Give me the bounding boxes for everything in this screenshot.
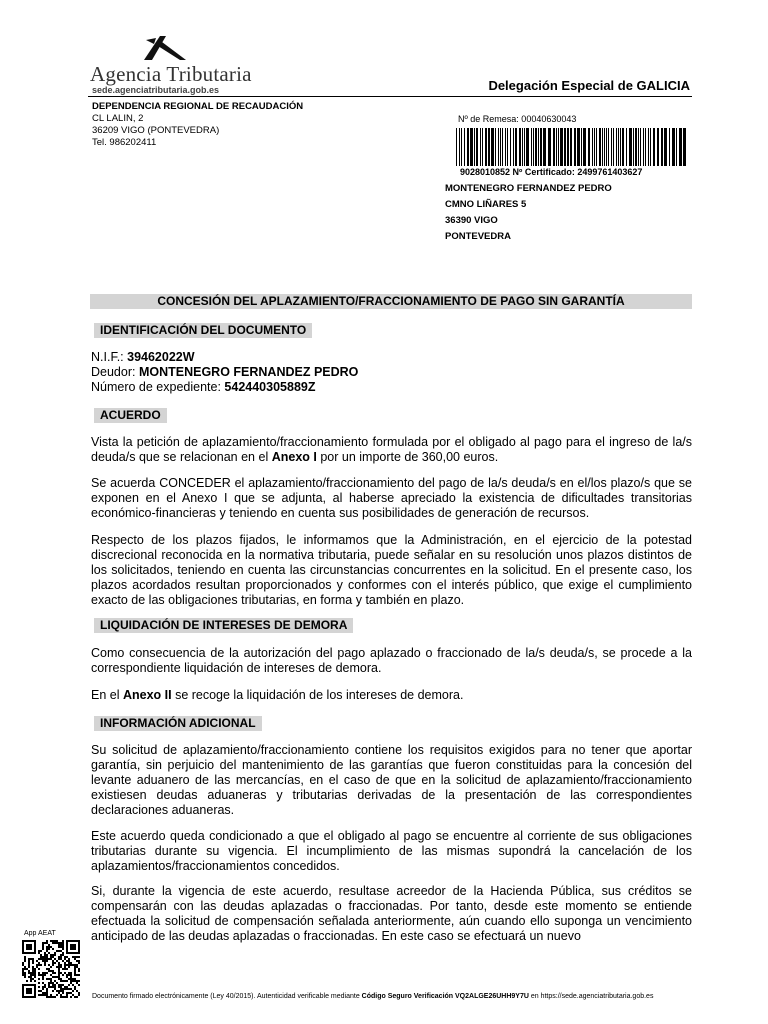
agency-emblem-icon bbox=[140, 32, 190, 62]
office-city: 36209 VIGO (PONTEVEDRA) bbox=[92, 125, 220, 136]
recipient-street: CMNO LIÑARES 5 bbox=[445, 199, 527, 210]
expediente-label: Número de expediente: bbox=[91, 380, 225, 394]
delegacion-title: Delegación Especial de GALICIA bbox=[488, 78, 690, 93]
qr-code-image bbox=[22, 940, 80, 998]
deudor-value: MONTENEGRO FERNANDEZ PEDRO bbox=[138, 365, 359, 379]
paragraph-plazos: Respecto de los plazos fijados, le informamos que la Administración, en el ejercicio de la potestad discrecional reconocida en la normativa tributaria, puede señalar en su resolución unos plazos distintos de los solicitados, teniendo en cuenta las circunstancias concurrentes en la solicitud. En el presente caso, los plazos acordados resultan proporcionados y conformes con el interés público, que exige el cumplimiento exacto de las obligaciones tributarias, en forma y también en plazo. bbox=[91, 533, 692, 607]
header-divider bbox=[88, 96, 692, 97]
office-address bbox=[92, 101, 303, 149]
app-aeat-label: App AEAT bbox=[24, 930, 56, 937]
expediente-value: 542440305889Z bbox=[224, 380, 316, 394]
paragraph-garantia: Su solicitud de aplazamiento/fraccionamiento contiene los requisitos exigidos para no tener que aportar garantía, sin perjuicio del mantenimiento de las garantías que fueron constituidas para la concesión del levante aduanero de las mercancías, en el caso de que en la solicitud de aplazamiento/fraccionamiento existiesen deudas aduaneras y tributarias derivadas de la presentación de las correspondientes declaraciones aduaneras. bbox=[91, 743, 692, 817]
office-phone: Tel. 986202411 bbox=[92, 137, 157, 148]
paragraph-peticion bbox=[91, 435, 692, 465]
paragraph-text: por un importe de 360,00 euros. bbox=[316, 450, 499, 464]
deudor-row bbox=[91, 365, 358, 380]
nif-value: 39462022W bbox=[127, 350, 195, 364]
paragraph-anexo-ii bbox=[91, 688, 692, 703]
paragraph-liquidacion: Como consecuencia de la autorización del pago aplazado o fraccionado de la/s deuda/s, se procede a la correspondiente liquidación de intereses de demora. bbox=[91, 646, 692, 675]
footer-text: en https://sede.agenciatributaria.gob.es bbox=[528, 993, 654, 1000]
recipient-city: 36390 VIGO bbox=[445, 215, 498, 226]
office-street: CL LALIN, 2 bbox=[92, 113, 144, 124]
nif-label: N.I.F.: bbox=[91, 350, 128, 364]
paragraph-text: En el bbox=[91, 688, 123, 702]
barcode-image bbox=[456, 128, 686, 166]
paragraph-compensacion: Si, durante la vigencia de este acuerdo, resultase acreedor de la Hacienda Pública, sus créditos se compensarán con las deudas aplazadas o fraccionadas. Por tanto, desde este momento se entiende efectuada la solicitud de compensación señalada anteriormente, aún cuando ello suponga un vencimiento anticipado de las deudas aplazadas o fraccionadas. En este caso se efectuará un nuevo bbox=[91, 884, 692, 943]
agency-name: Agencia Tributaria bbox=[90, 62, 252, 86]
identification-block bbox=[91, 350, 358, 395]
anexo-ii-reference: Anexo II bbox=[122, 688, 172, 702]
paragraph-text: se recoge la liquidación de los intereses de demora. bbox=[171, 688, 464, 702]
recipient-address bbox=[445, 181, 612, 245]
deudor-label: Deudor: bbox=[91, 365, 139, 379]
document-title: CONCESIÓN DEL APLAZAMIENTO/FRACCIONAMIENTO DE PAGO SIN GARANTÍA bbox=[90, 294, 692, 309]
expediente-row bbox=[91, 380, 358, 395]
footer-signature-note bbox=[92, 993, 732, 1000]
paragraph-text: Vista la petición de aplazamiento/fraccionamiento formulada por el obligado al pago para el ingreso de la/s deuda/s que se relacionan en el bbox=[91, 435, 692, 464]
verification-code: Código Seguro Verificación VQ2ALGE26UHH9Y7U bbox=[361, 993, 529, 1000]
agency-url: sede.agenciatributaria.gob.es bbox=[92, 85, 220, 95]
paragraph-concesion: Se acuerda CONCEDER el aplazamiento/fraccionamiento del pago de la/s deuda/s en el/los plazo/s que se exponen en el Anexo I que se adjunta, al haberse apreciado la existencia de dificultades transitorias económico-financieras y teniendo en cuenta sus posibilidades de generación de recursos. bbox=[91, 476, 692, 520]
paragraph-condicion: Este acuerdo queda condicionado a que el obligado al pago se encuentre al corriente de sus obligaciones tributarias durante su vigencia. El incumplimiento de las mismas supondrá la cancelación de los aplazamientos/fraccionamientos concedidos. bbox=[91, 829, 692, 873]
office-department: DEPENDENCIA REGIONAL DE RECAUDACIÓN bbox=[92, 101, 304, 112]
recipient-name: MONTENEGRO FERNANDEZ PEDRO bbox=[445, 183, 612, 194]
section-heading-acuerdo: ACUERDO bbox=[94, 408, 167, 423]
section-heading-informacion: INFORMACIÓN ADICIONAL bbox=[94, 716, 262, 731]
remesa-number: Nº de Remesa: 00040630043 bbox=[458, 114, 577, 124]
nif-row bbox=[91, 350, 358, 365]
recipient-province: PONTEVEDRA bbox=[445, 231, 511, 242]
section-heading-identificacion: IDENTIFICACIÓN DEL DOCUMENTO bbox=[94, 323, 312, 338]
agency-logo bbox=[88, 32, 252, 96]
footer-text: Documento firmado electrónicamente (Ley 40/2015). Autenticidad verificable mediante bbox=[92, 993, 362, 1000]
certificate-line: 9028010852 Nº Certificado: 2499761403627 bbox=[460, 167, 643, 177]
section-heading-liquidacion: LIQUIDACIÓN DE INTERESES DE DEMORA bbox=[94, 618, 353, 633]
anexo-i-reference: Anexo I bbox=[271, 450, 317, 464]
